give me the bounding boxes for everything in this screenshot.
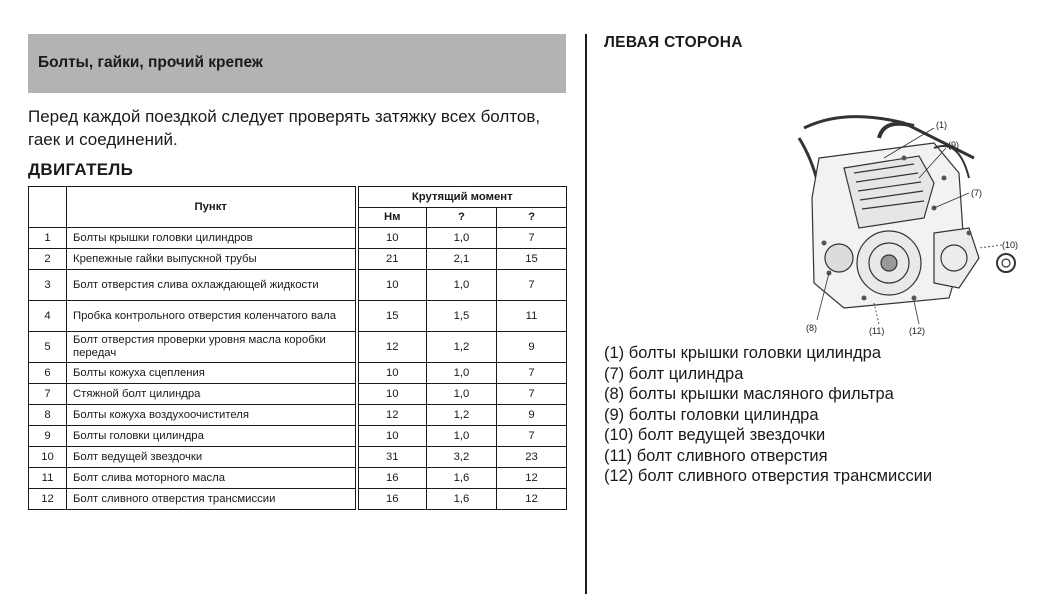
legend-item-8: (8) болты крышки масляного фильтра xyxy=(604,385,894,403)
header-item: Пункт xyxy=(67,187,357,228)
row-torque-3: 23 xyxy=(497,447,567,468)
row-number: 6 xyxy=(29,363,67,384)
row-item: Болт ведущей звездочки xyxy=(67,447,357,468)
row-torque-2: 1,0 xyxy=(427,363,497,384)
table-row xyxy=(29,468,567,489)
row-torque-nm: 12 xyxy=(357,332,427,363)
row-torque-2: 1,0 xyxy=(427,228,497,249)
row-torque-3: 11 xyxy=(497,301,567,332)
row-item: Болт отверстия проверки уровня масла коробки передач xyxy=(67,332,357,363)
row-torque-2: 1,6 xyxy=(427,468,497,489)
row-item: Болт отверстия слива охлаждающей жидкости xyxy=(67,270,357,301)
torque-table-body xyxy=(29,228,567,510)
row-torque-nm: 10 xyxy=(357,426,427,447)
intro-text: Перед каждой поездкой следует проверять затяжку всех болтов, гаек и соединений. xyxy=(28,107,541,149)
row-item: Стяжной болт цилиндра xyxy=(67,384,357,405)
row-number: 12 xyxy=(29,489,67,510)
callout-12: (12) xyxy=(909,326,926,336)
table-row xyxy=(29,363,567,384)
table-row xyxy=(29,270,567,301)
row-torque-3: 12 xyxy=(497,468,567,489)
row-torque-2: 1,6 xyxy=(427,489,497,510)
row-number: 7 xyxy=(29,384,67,405)
row-number: 11 xyxy=(29,468,67,489)
callout-9: (9) xyxy=(948,140,959,150)
row-torque-2: 1,2 xyxy=(427,405,497,426)
legend-item-11: (11) болт сливного отверстия xyxy=(604,446,828,465)
table-row xyxy=(29,426,567,447)
row-item: Болты головки цилиндра xyxy=(67,426,357,447)
row-number: 4 xyxy=(29,301,67,332)
row-torque-3: 9 xyxy=(497,405,567,426)
callout-11: (11) xyxy=(869,326,885,336)
row-torque-nm: 31 xyxy=(357,447,427,468)
row-item: Пробка контрольного отверстия коленчатого вала xyxy=(67,301,357,332)
row-item: Болт сливного отверстия трансмиссии xyxy=(67,489,357,510)
row-torque-3: 15 xyxy=(497,249,567,270)
legend-item-12: (12) болт сливного отверстия трансмиссии xyxy=(604,467,933,485)
row-torque-nm: 10 xyxy=(357,228,427,249)
row-torque-2: 1,0 xyxy=(427,426,497,447)
row-number: 2 xyxy=(29,249,67,270)
row-item: Болт слива моторного масла xyxy=(67,468,357,489)
table-row xyxy=(29,332,567,363)
column-divider xyxy=(585,34,587,594)
right-column xyxy=(604,34,1024,485)
row-torque-3: 7 xyxy=(497,228,567,249)
row-torque-nm: 12 xyxy=(357,405,427,426)
row-number: 9 xyxy=(29,426,67,447)
table-row xyxy=(29,405,567,426)
row-item: Болты кожуха сцепления xyxy=(67,363,357,384)
row-torque-nm: 15 xyxy=(357,301,427,332)
section-title: Болты, гайки, прочий крепеж xyxy=(28,34,566,93)
header-number xyxy=(29,187,67,228)
legend-item-10: (10) болт ведущей звездочки xyxy=(604,426,826,444)
row-torque-3: 9 xyxy=(497,332,567,363)
callout-1: (1) xyxy=(936,120,947,130)
table-row xyxy=(29,384,567,405)
unit-2: ? xyxy=(427,208,497,228)
unit-nm: Нм xyxy=(357,208,427,228)
row-item: Болты крышки головки цилиндров xyxy=(67,228,357,249)
row-torque-2: 3,2 xyxy=(427,447,497,468)
row-torque-2: 1,2 xyxy=(427,332,497,363)
engine-diagram xyxy=(784,98,1034,348)
row-item: Крепежные гайки выпускной трубы xyxy=(67,249,357,270)
unit-3: ? xyxy=(497,208,567,228)
legend-item-7: (7) болт цилиндра xyxy=(604,364,744,383)
left-column xyxy=(28,34,566,510)
callout-8: (8) xyxy=(806,323,817,333)
row-torque-nm: 21 xyxy=(357,249,427,270)
row-torque-nm: 10 xyxy=(357,270,427,301)
table-row xyxy=(29,249,567,270)
row-item: Болты кожуха воздухоочистителя xyxy=(67,405,357,426)
row-torque-nm: 10 xyxy=(357,363,427,384)
row-torque-2: 1,0 xyxy=(427,384,497,405)
engine-drawing xyxy=(799,117,1015,324)
row-torque-3: 7 xyxy=(497,426,567,447)
row-number: 5 xyxy=(29,332,67,363)
table-header-row xyxy=(29,187,567,208)
legend-item-1: (1) болты крышки головки цилиндра xyxy=(604,344,882,362)
row-torque-3: 7 xyxy=(497,363,567,384)
row-torque-3: 7 xyxy=(497,384,567,405)
row-number: 3 xyxy=(29,270,67,301)
row-number: 10 xyxy=(29,447,67,468)
table-row xyxy=(29,447,567,468)
diagram-legend xyxy=(604,343,932,487)
left-side-heading: ЛЕВАЯ СТОРОНА xyxy=(604,34,743,51)
callout-7: (7) xyxy=(971,188,982,198)
table-row xyxy=(29,301,567,332)
header-torque: Крутящий момент xyxy=(357,187,567,208)
engine-heading: ДВИГАТЕЛЬ xyxy=(28,160,134,179)
table-row xyxy=(29,489,567,510)
row-torque-3: 7 xyxy=(497,270,567,301)
row-number: 8 xyxy=(29,405,67,426)
row-torque-2: 1,5 xyxy=(427,301,497,332)
row-number: 1 xyxy=(29,228,67,249)
callout-10: (10) xyxy=(1002,240,1019,250)
row-torque-2: 2,1 xyxy=(427,249,497,270)
row-torque-nm: 10 xyxy=(357,384,427,405)
row-torque-nm: 16 xyxy=(357,468,427,489)
table-row xyxy=(29,228,567,249)
row-torque-2: 1,0 xyxy=(427,270,497,301)
row-torque-3: 12 xyxy=(497,489,567,510)
legend-item-9: (9) болты головки цилиндра xyxy=(604,405,819,424)
torque-table xyxy=(28,186,567,510)
row-torque-nm: 16 xyxy=(357,489,427,510)
